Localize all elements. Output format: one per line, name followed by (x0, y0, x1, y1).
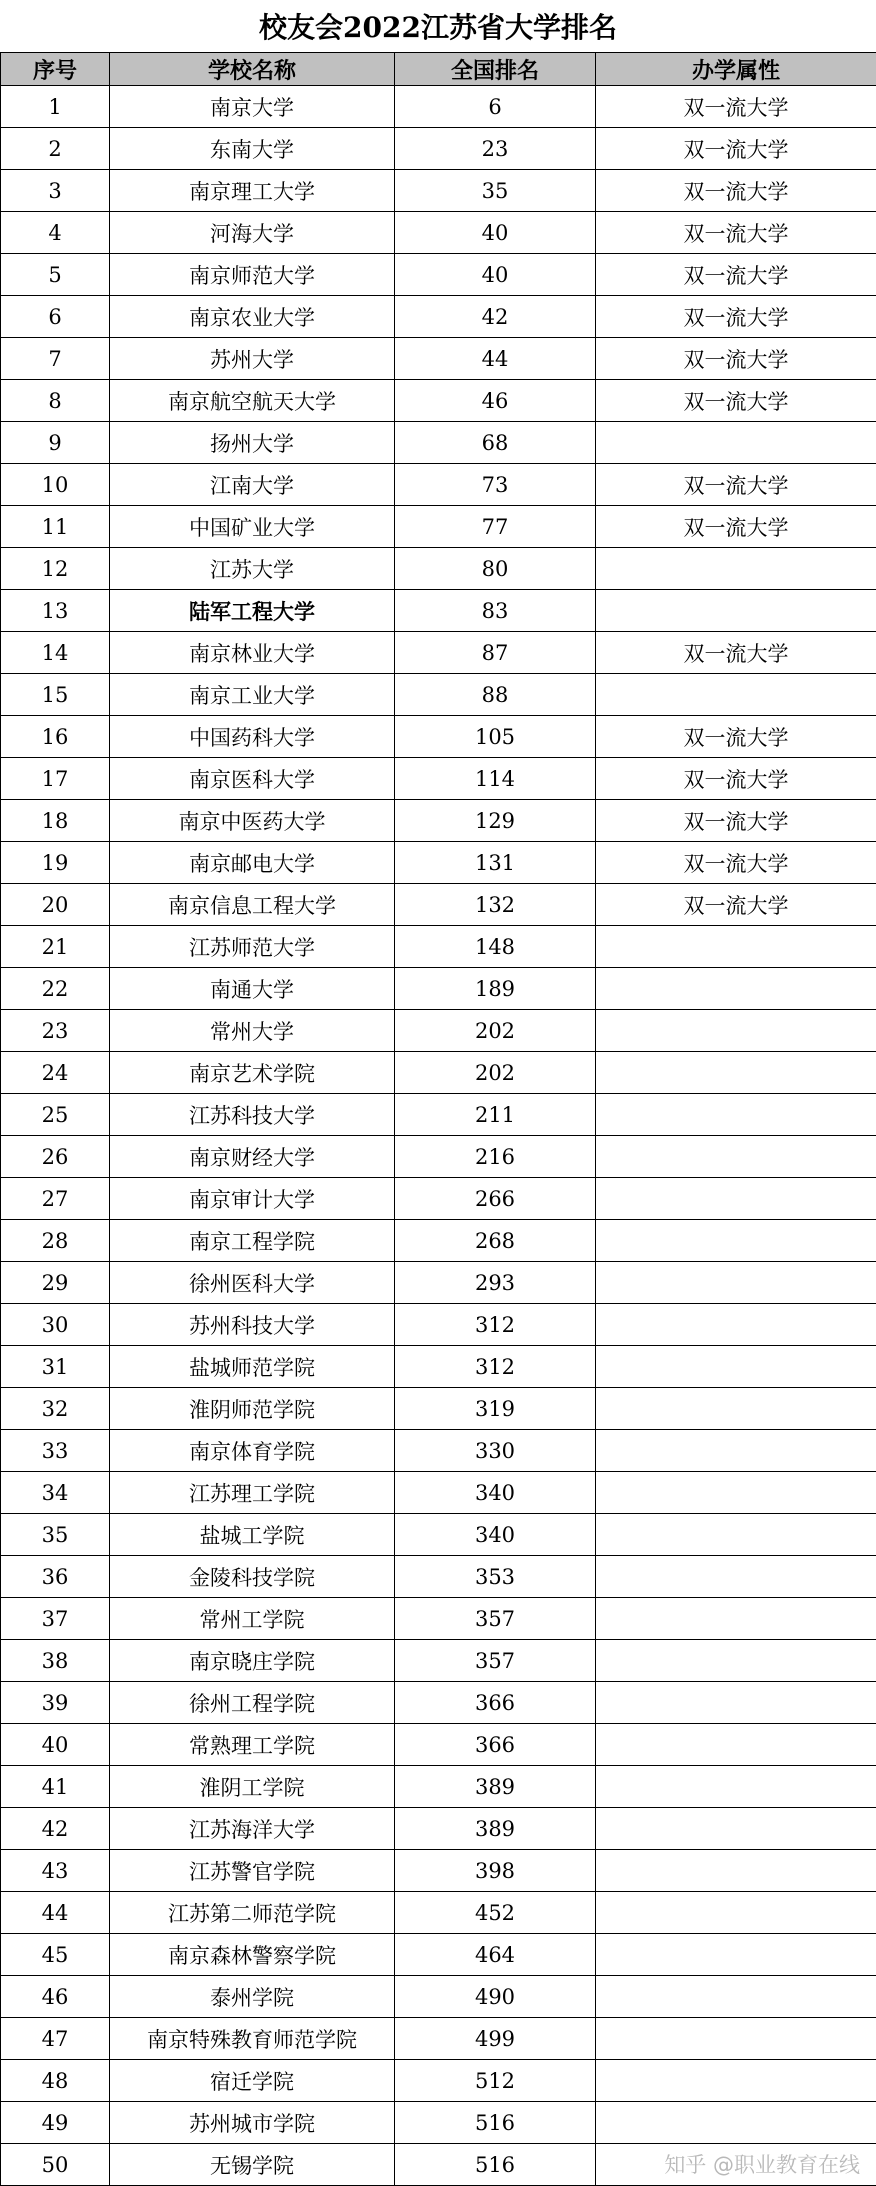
cell-rank: 18 (1, 800, 110, 842)
cell-rank: 8 (1, 380, 110, 422)
cell-school-name: 常州大学 (110, 1010, 395, 1052)
cell-rank: 48 (1, 2060, 110, 2102)
cell-rank: 49 (1, 2102, 110, 2144)
cell-school-type (596, 1430, 876, 1472)
cell-school-type (596, 1052, 876, 1094)
cell-school-name: 江苏师范大学 (110, 926, 395, 968)
cell-national-rank: 40 (395, 212, 596, 254)
cell-rank: 43 (1, 1850, 110, 1892)
cell-school-type: 双一流大学 (596, 464, 876, 506)
cell-national-rank: 87 (395, 632, 596, 674)
cell-school-name: 南京航空航天大学 (110, 380, 395, 422)
table-row (1, 1178, 876, 1220)
cell-national-rank: 46 (395, 380, 596, 422)
cell-rank: 4 (1, 212, 110, 254)
cell-school-type: 双一流大学 (596, 86, 876, 128)
cell-rank: 38 (1, 1640, 110, 1682)
cell-school-type (596, 1598, 876, 1640)
cell-school-name: 江苏海洋大学 (110, 1808, 395, 1850)
table-row (1, 1598, 876, 1640)
cell-rank: 34 (1, 1472, 110, 1514)
cell-national-rank: 77 (395, 506, 596, 548)
cell-school-type (596, 2018, 876, 2060)
cell-school-type: 双一流大学 (596, 128, 876, 170)
table-row (1, 1640, 876, 1682)
cell-national-rank: 353 (395, 1556, 596, 1598)
cell-rank: 41 (1, 1766, 110, 1808)
cell-rank: 23 (1, 1010, 110, 1052)
cell-national-rank: 131 (395, 842, 596, 884)
cell-school-type (596, 1346, 876, 1388)
cell-school-name: 南京晓庄学院 (110, 1640, 395, 1682)
cell-school-name: 淮阴工学院 (110, 1766, 395, 1808)
cell-school-type (596, 1094, 876, 1136)
cell-school-type (596, 1262, 876, 1304)
table-row (1, 296, 876, 338)
table-row (1, 422, 876, 464)
cell-school-name: 江苏警官学院 (110, 1850, 395, 1892)
cell-school-name: 徐州医科大学 (110, 1262, 395, 1304)
cell-school-name: 南京审计大学 (110, 1178, 395, 1220)
cell-school-name: 中国药科大学 (110, 716, 395, 758)
cell-school-type: 双一流大学 (596, 758, 876, 800)
cell-national-rank: 330 (395, 1430, 596, 1472)
cell-rank: 25 (1, 1094, 110, 1136)
cell-school-type (596, 926, 876, 968)
cell-school-type: 双一流大学 (596, 632, 876, 674)
table-row (1, 968, 876, 1010)
cell-national-rank: 23 (395, 128, 596, 170)
cell-school-name: 南京信息工程大学 (110, 884, 395, 926)
table-row (1, 1388, 876, 1430)
cell-rank: 28 (1, 1220, 110, 1262)
cell-national-rank: 44 (395, 338, 596, 380)
cell-national-rank: 340 (395, 1472, 596, 1514)
table-row (1, 842, 876, 884)
cell-school-name: 河海大学 (110, 212, 395, 254)
cell-school-name: 扬州大学 (110, 422, 395, 464)
cell-national-rank: 490 (395, 1976, 596, 2018)
cell-rank: 47 (1, 2018, 110, 2060)
table-row (1, 1262, 876, 1304)
cell-school-type (596, 1136, 876, 1178)
cell-rank: 10 (1, 464, 110, 506)
table-row (1, 86, 876, 128)
cell-school-name: 南京医科大学 (110, 758, 395, 800)
table-row (1, 1976, 876, 2018)
cell-rank: 3 (1, 170, 110, 212)
cell-school-type (596, 1304, 876, 1346)
table-row (1, 1766, 876, 1808)
cell-national-rank: 189 (395, 968, 596, 1010)
table-row (1, 1010, 876, 1052)
cell-rank: 50 (1, 2144, 110, 2186)
cell-national-rank: 389 (395, 1766, 596, 1808)
cell-school-type: 双一流大学 (596, 716, 876, 758)
cell-national-rank: 211 (395, 1094, 596, 1136)
cell-school-name: 南通大学 (110, 968, 395, 1010)
cell-rank: 44 (1, 1892, 110, 1934)
cell-rank: 24 (1, 1052, 110, 1094)
cell-national-rank: 73 (395, 464, 596, 506)
cell-national-rank: 512 (395, 2060, 596, 2102)
cell-school-name: 南京中医药大学 (110, 800, 395, 842)
cell-school-type: 双一流大学 (596, 506, 876, 548)
cell-school-type (596, 968, 876, 1010)
table-row (1, 548, 876, 590)
table-row (1, 254, 876, 296)
cell-school-name: 江南大学 (110, 464, 395, 506)
cell-rank: 22 (1, 968, 110, 1010)
table-row (1, 2060, 876, 2102)
cell-rank: 6 (1, 296, 110, 338)
cell-school-name: 南京特殊教育师范学院 (110, 2018, 395, 2060)
table-row (1, 1304, 876, 1346)
cell-school-type (596, 1850, 876, 1892)
cell-rank: 12 (1, 548, 110, 590)
cell-school-name: 宿迁学院 (110, 2060, 395, 2102)
cell-school-name: 苏州大学 (110, 338, 395, 380)
header-school-type: 办学属性 (596, 53, 876, 86)
cell-school-name: 苏州城市学院 (110, 2102, 395, 2144)
cell-national-rank: 202 (395, 1010, 596, 1052)
cell-school-type (596, 1514, 876, 1556)
cell-school-type: 双一流大学 (596, 380, 876, 422)
table-row (1, 716, 876, 758)
cell-school-name: 南京大学 (110, 86, 395, 128)
cell-rank: 5 (1, 254, 110, 296)
table-row (1, 1094, 876, 1136)
cell-school-name: 淮阴师范学院 (110, 1388, 395, 1430)
cell-rank: 11 (1, 506, 110, 548)
cell-school-type (596, 422, 876, 464)
cell-school-type (596, 590, 876, 632)
table-row (1, 338, 876, 380)
cell-school-name: 南京森林警察学院 (110, 1934, 395, 1976)
cell-rank: 42 (1, 1808, 110, 1850)
cell-school-name: 徐州工程学院 (110, 1682, 395, 1724)
table-row (1, 632, 876, 674)
table-row (1, 884, 876, 926)
table-row (1, 128, 876, 170)
cell-national-rank: 389 (395, 1808, 596, 1850)
table-row (1, 1514, 876, 1556)
cell-school-type (596, 1934, 876, 1976)
cell-school-name: 江苏第二师范学院 (110, 1892, 395, 1934)
cell-rank: 30 (1, 1304, 110, 1346)
table-row (1, 380, 876, 422)
cell-rank: 37 (1, 1598, 110, 1640)
table-header-row (1, 53, 876, 86)
cell-rank: 26 (1, 1136, 110, 1178)
cell-school-type (596, 1808, 876, 1850)
table-row (1, 1724, 876, 1766)
table-row (1, 758, 876, 800)
cell-rank: 33 (1, 1430, 110, 1472)
cell-school-name: 中国矿业大学 (110, 506, 395, 548)
cell-school-name: 南京艺术学院 (110, 1052, 395, 1094)
cell-school-type (596, 1220, 876, 1262)
cell-national-rank: 42 (395, 296, 596, 338)
cell-national-rank: 88 (395, 674, 596, 716)
cell-national-rank: 452 (395, 1892, 596, 1934)
cell-rank: 19 (1, 842, 110, 884)
cell-school-type: 双一流大学 (596, 212, 876, 254)
table-row (1, 926, 876, 968)
cell-school-name: 无锡学院 (110, 2144, 395, 2186)
table-row (1, 1556, 876, 1598)
table-row (1, 1052, 876, 1094)
cell-rank: 46 (1, 1976, 110, 2018)
cell-rank: 14 (1, 632, 110, 674)
table-row (1, 212, 876, 254)
cell-rank: 39 (1, 1682, 110, 1724)
cell-school-type: 双一流大学 (596, 884, 876, 926)
cell-national-rank: 357 (395, 1640, 596, 1682)
cell-school-name: 南京财经大学 (110, 1136, 395, 1178)
cell-national-rank: 129 (395, 800, 596, 842)
cell-school-type (596, 1892, 876, 1934)
table-row (1, 1850, 876, 1892)
cell-school-name: 金陵科技学院 (110, 1556, 395, 1598)
cell-national-rank: 266 (395, 1178, 596, 1220)
cell-national-rank: 80 (395, 548, 596, 590)
table-row (1, 170, 876, 212)
cell-rank: 29 (1, 1262, 110, 1304)
cell-rank: 17 (1, 758, 110, 800)
table-row (1, 1892, 876, 1934)
cell-school-type: 双一流大学 (596, 338, 876, 380)
cell-national-rank: 293 (395, 1262, 596, 1304)
cell-national-rank: 216 (395, 1136, 596, 1178)
cell-national-rank: 268 (395, 1220, 596, 1262)
cell-national-rank: 516 (395, 2102, 596, 2144)
cell-national-rank: 357 (395, 1598, 596, 1640)
cell-school-name: 南京林业大学 (110, 632, 395, 674)
cell-school-name: 南京师范大学 (110, 254, 395, 296)
cell-rank: 1 (1, 86, 110, 128)
cell-rank: 32 (1, 1388, 110, 1430)
table-row (1, 1934, 876, 1976)
cell-school-name: 苏州科技大学 (110, 1304, 395, 1346)
cell-rank: 45 (1, 1934, 110, 1976)
table-row (1, 464, 876, 506)
cell-national-rank: 114 (395, 758, 596, 800)
cell-school-type: 双一流大学 (596, 842, 876, 884)
watermark: 知乎 @职业教育在线 (664, 2149, 860, 2179)
cell-national-rank: 319 (395, 1388, 596, 1430)
cell-school-name: 泰州学院 (110, 1976, 395, 2018)
table-row (1, 1682, 876, 1724)
table-row (1, 1220, 876, 1262)
table-row (1, 1136, 876, 1178)
cell-national-rank: 105 (395, 716, 596, 758)
table-row (1, 1808, 876, 1850)
cell-rank: 21 (1, 926, 110, 968)
cell-school-name: 南京农业大学 (110, 296, 395, 338)
cell-rank: 16 (1, 716, 110, 758)
cell-national-rank: 366 (395, 1682, 596, 1724)
cell-national-rank: 312 (395, 1346, 596, 1388)
cell-national-rank: 40 (395, 254, 596, 296)
table-row (1, 590, 876, 632)
cell-national-rank: 340 (395, 1514, 596, 1556)
cell-school-name: 陆军工程大学 (110, 590, 395, 632)
table-row (1, 1346, 876, 1388)
cell-school-type (596, 2060, 876, 2102)
cell-rank: 2 (1, 128, 110, 170)
header-school-name: 学校名称 (110, 53, 395, 86)
cell-national-rank: 68 (395, 422, 596, 464)
cell-school-type: 双一流大学 (596, 170, 876, 212)
cell-national-rank: 35 (395, 170, 596, 212)
cell-national-rank: 202 (395, 1052, 596, 1094)
cell-school-name: 盐城工学院 (110, 1514, 395, 1556)
cell-rank: 27 (1, 1178, 110, 1220)
cell-school-name: 常熟理工学院 (110, 1724, 395, 1766)
cell-school-name: 东南大学 (110, 128, 395, 170)
cell-school-name: 南京工业大学 (110, 674, 395, 716)
cell-school-type (596, 548, 876, 590)
cell-national-rank: 312 (395, 1304, 596, 1346)
cell-school-type: 双一流大学 (596, 254, 876, 296)
cell-rank: 20 (1, 884, 110, 926)
cell-rank: 15 (1, 674, 110, 716)
cell-school-name: 南京工程学院 (110, 1220, 395, 1262)
table-row (1, 1472, 876, 1514)
table-row (1, 674, 876, 716)
cell-school-type: 双一流大学 (596, 800, 876, 842)
cell-school-type (596, 1556, 876, 1598)
table-row (1, 2018, 876, 2060)
cell-school-type (596, 1640, 876, 1682)
cell-national-rank: 398 (395, 1850, 596, 1892)
cell-national-rank: 148 (395, 926, 596, 968)
table-row (1, 800, 876, 842)
cell-school-type (596, 1766, 876, 1808)
cell-national-rank: 499 (395, 2018, 596, 2060)
cell-school-type (596, 674, 876, 716)
cell-school-name: 南京体育学院 (110, 1430, 395, 1472)
table-row (1, 506, 876, 548)
cell-national-rank: 516 (395, 2144, 596, 2186)
cell-national-rank: 464 (395, 1934, 596, 1976)
cell-school-name: 江苏科技大学 (110, 1094, 395, 1136)
cell-school-type (596, 1388, 876, 1430)
header-national-rank: 全国排名 (395, 53, 596, 86)
header-rank: 序号 (1, 53, 110, 86)
cell-rank: 35 (1, 1514, 110, 1556)
cell-school-name: 南京邮电大学 (110, 842, 395, 884)
table-row (1, 1430, 876, 1472)
cell-national-rank: 366 (395, 1724, 596, 1766)
cell-school-name: 江苏理工学院 (110, 1472, 395, 1514)
page-title: 校友会2022江苏省大学排名 (0, 0, 876, 52)
cell-school-type: 双一流大学 (596, 296, 876, 338)
cell-school-type (596, 2102, 876, 2144)
cell-rank: 9 (1, 422, 110, 464)
cell-rank: 31 (1, 1346, 110, 1388)
cell-national-rank: 6 (395, 86, 596, 128)
cell-rank: 7 (1, 338, 110, 380)
cell-rank: 40 (1, 1724, 110, 1766)
cell-school-type (596, 1010, 876, 1052)
cell-school-type (596, 1724, 876, 1766)
table-body (1, 86, 876, 2186)
cell-national-rank: 83 (395, 590, 596, 632)
cell-rank: 36 (1, 1556, 110, 1598)
cell-school-name: 江苏大学 (110, 548, 395, 590)
cell-school-name: 南京理工大学 (110, 170, 395, 212)
cell-school-type (596, 1682, 876, 1724)
cell-school-type (596, 1472, 876, 1514)
cell-school-name: 常州工学院 (110, 1598, 395, 1640)
cell-rank: 13 (1, 590, 110, 632)
table-row (1, 2102, 876, 2144)
cell-national-rank: 132 (395, 884, 596, 926)
cell-school-type (596, 1178, 876, 1220)
ranking-table (0, 52, 876, 2186)
cell-school-name: 盐城师范学院 (110, 1346, 395, 1388)
cell-school-type (596, 1976, 876, 2018)
